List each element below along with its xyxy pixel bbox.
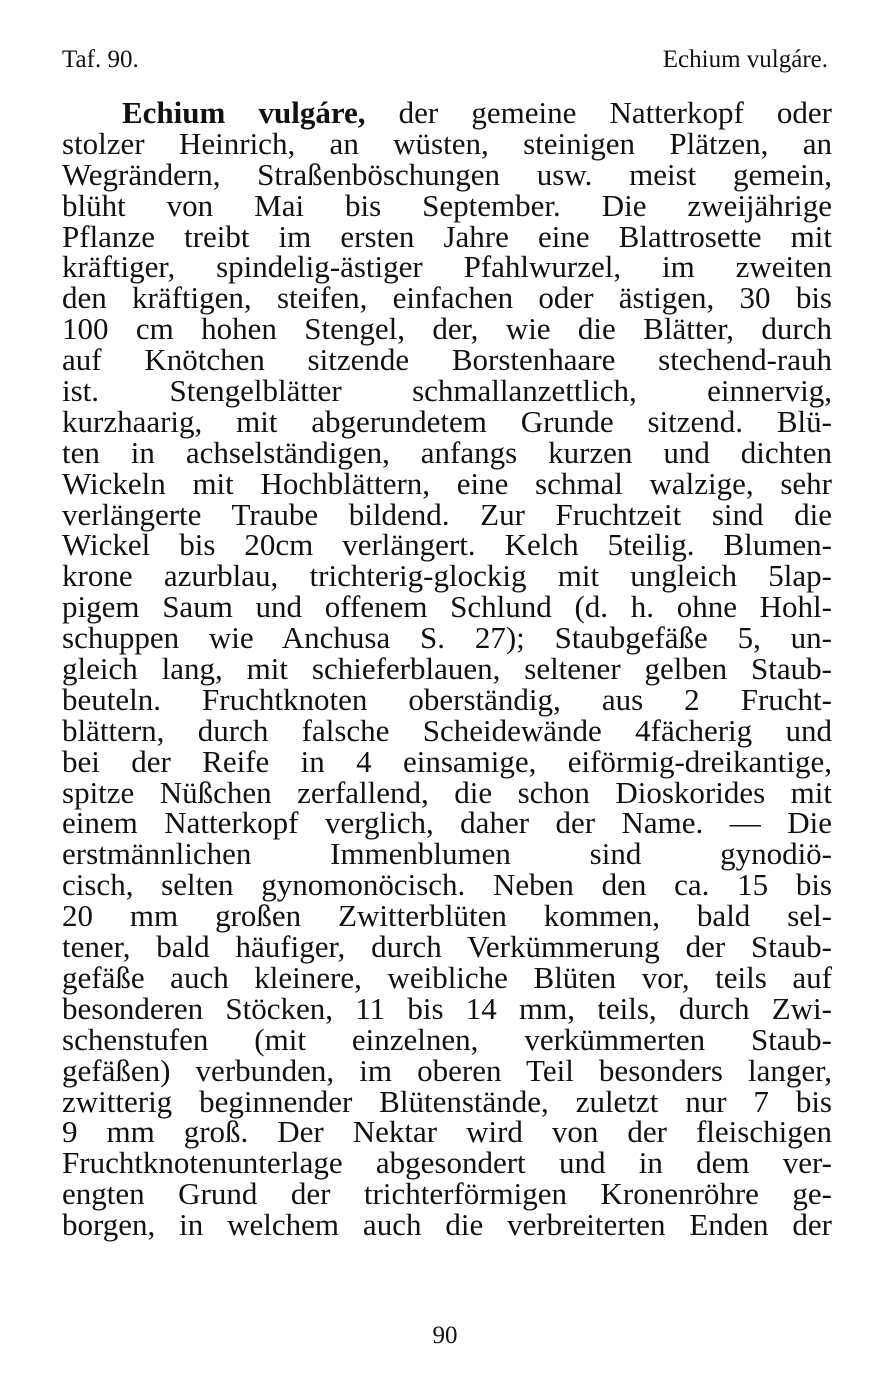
text-line: besonderen Stöcken, 11 bis 14 mm, teils, durch Zwi-	[62, 990, 832, 1026]
text-line: auf Knötchen sitzende Borstenhaare stechend-rauh	[62, 342, 832, 378]
text-line: 9 mm groß. Der Nektar wird von der fleischigen	[62, 1114, 832, 1150]
species-heading: Echium vulgáre.	[662, 46, 828, 73]
text-line: kräftiger, spindelig-ästiger Pfahlwurzel, im zweiten	[62, 249, 832, 285]
plate-number: Taf. 90.	[62, 46, 139, 73]
text-line: beuteln. Fruchtknoten oberständig, aus 2 Frucht-	[62, 681, 832, 717]
species-name: Echium vulgáre,	[122, 95, 366, 130]
text-line: gleich lang, mit schieferblauen, seltener gelben Staub-	[62, 651, 832, 687]
text-line-content: der gemeine Natterkopf oder	[365, 95, 832, 130]
text-line: kurzhaarig, mit abgerundetem Grunde sitzend. Blü-	[62, 403, 832, 439]
text-line: spitze Nüßchen zerfallend, die schon Dioskorides mit	[62, 774, 832, 810]
text-line: engten Grund der trichterförmigen Kronenröhre ge-	[62, 1176, 832, 1212]
text-line: den kräftigen, steifen, einfachen oder ästigen, 30 bis	[62, 280, 832, 316]
species-description	[62, 95, 832, 1243]
text-line: Fruchtknotenunterlage abgesondert und in dem ver-	[62, 1145, 832, 1181]
text-line: bei der Reife in 4 einsamige, eiförmig-dreikantige,	[62, 743, 832, 779]
text-line: Wickel bis 20cm verlängert. Kelch 5teilig. Blumen-	[62, 527, 832, 563]
running-head	[62, 40, 828, 80]
text-line: pigem Saum und offenem Schlund (d. h. ohne Hohl-	[62, 589, 832, 625]
text-line: blättern, durch falsche Scheidewände 4fächerig und	[62, 712, 832, 748]
text-line: zwitterig beginnender Blütenstände, zuletzt nur 7 bis	[62, 1083, 832, 1119]
text-line: krone azurblau, trichterig-glockig mit ungleich 5lap-	[62, 558, 832, 594]
text-line: schuppen wie Anchusa S. 27); Staubgefäße 5, un-	[62, 620, 832, 656]
text-line: gefäßen) verbunden, im oberen Teil besonders langer,	[62, 1052, 832, 1088]
text-line: verlängerte Traube bildend. Zur Fruchtzeit sind die	[62, 496, 832, 532]
text-line: blüht von Mai bis September. Die zweijährige	[62, 187, 832, 223]
text-line: Wegrändern, Straßenböschungen usw. meist gemein,	[62, 156, 832, 192]
text-line	[62, 95, 832, 130]
text-line: erstmännlichen Immenblumen sind gynodiö-	[62, 836, 832, 872]
text-line: tener, bald häufiger, durch Verkümmerung der Staub-	[62, 929, 832, 965]
text-line: borgen, in welchem auch die verbreiterten Enden der	[62, 1207, 832, 1243]
text-line: schenstufen (mit einzelnen, verkümmerten Staub-	[62, 1021, 832, 1057]
text-line: Wickeln mit Hochblättern, eine schmal walzige, sehr	[62, 465, 832, 501]
text-line: ten in achselständigen, anfangs kurzen und dichten	[62, 434, 832, 470]
text-line: Pflanze treibt im ersten Jahre eine Blattrosette mit	[62, 218, 832, 254]
text-line: ist. Stengelblätter schmallanzettlich, einnervig,	[62, 373, 832, 409]
page-number: 90	[432, 1322, 458, 1349]
text-line: einem Natterkopf verglich, daher der Name. — Die	[62, 805, 832, 841]
text-line: 100 cm hohen Stengel, der, wie die Blätter, durch	[62, 311, 832, 347]
text-line: stolzer Heinrich, an wüsten, steinigen Plätzen, an	[62, 125, 832, 161]
text-line: cisch, selten gynomonöcisch. Neben den ca. 15 bis	[62, 867, 832, 903]
text-line: 20 mm großen Zwitterblüten kommen, bald sel-	[62, 898, 832, 934]
text-line: gefäße auch kleinere, weibliche Blüten vor, teils auf	[62, 959, 832, 995]
